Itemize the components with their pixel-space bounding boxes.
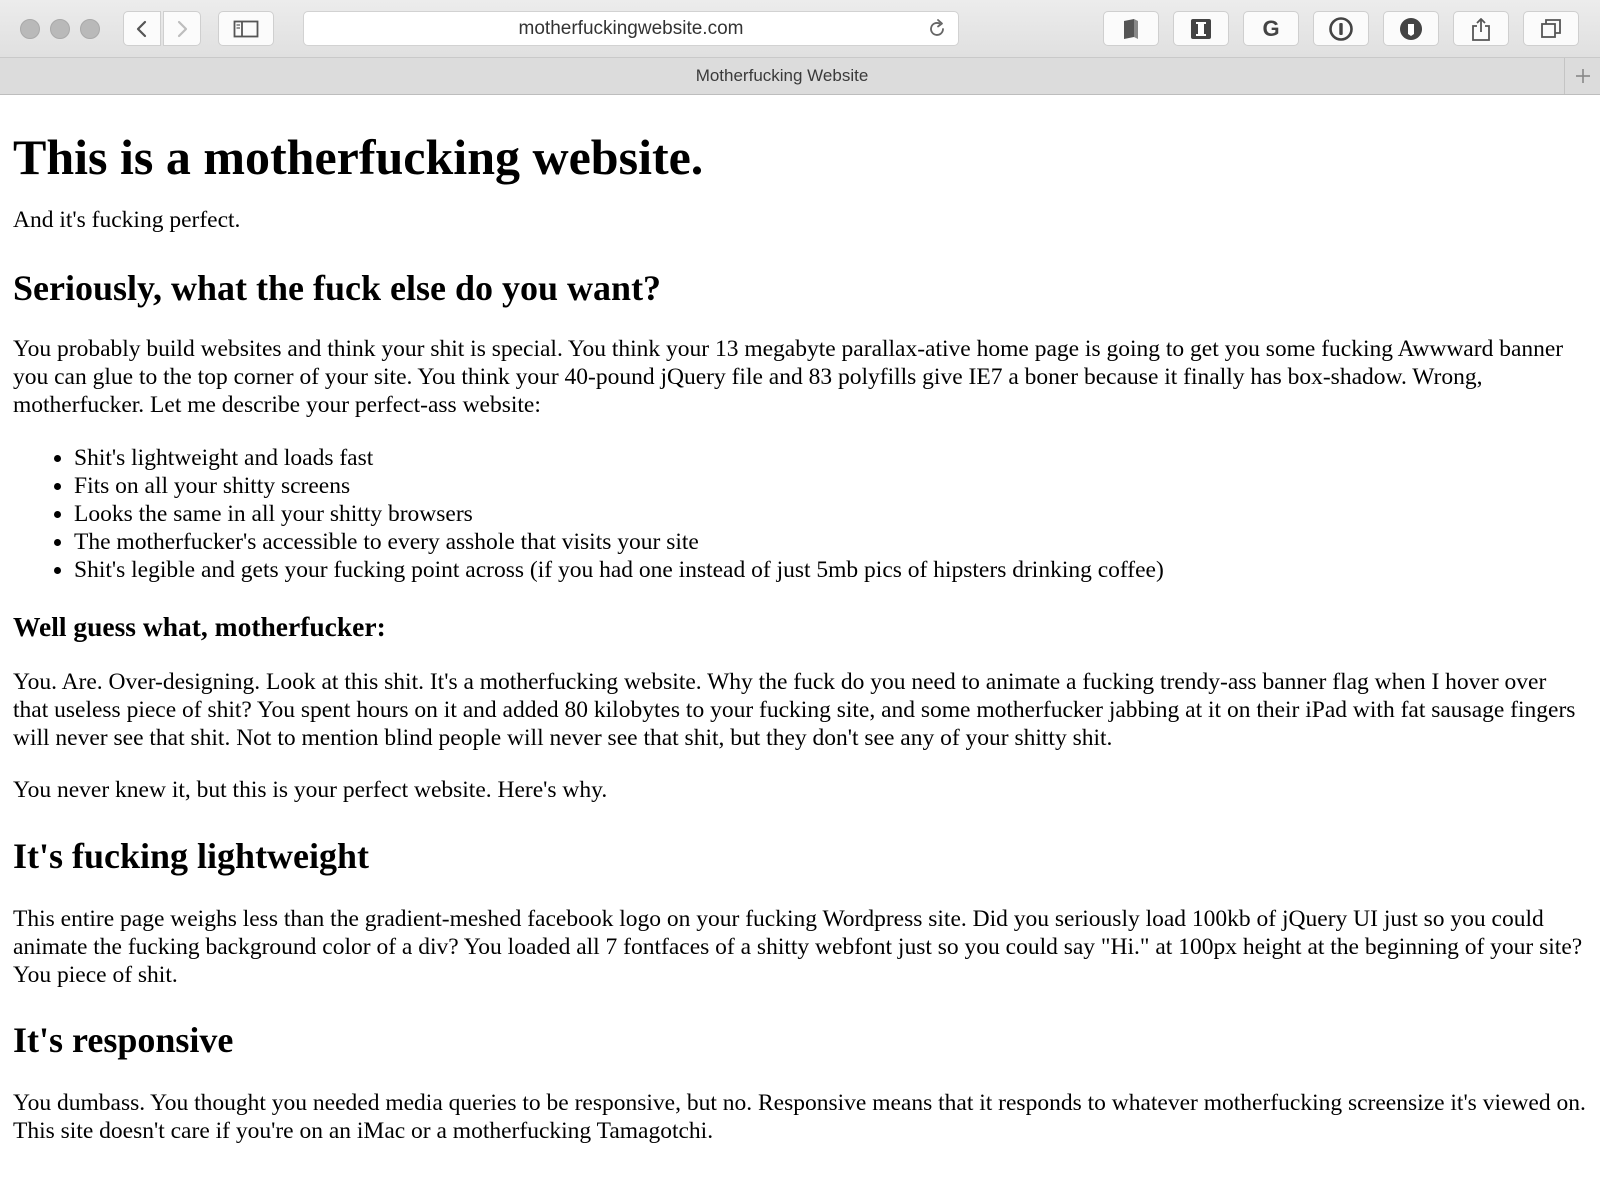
browser-toolbar <box>0 0 1600 58</box>
forward-button[interactable] <box>163 11 201 46</box>
section-heading-want: Seriously, what the fuck else do you want? <box>13 268 662 308</box>
features-list <box>13 444 1587 584</box>
chevron-left-icon <box>135 19 149 39</box>
list-item: • Shit's lightweight and loads fast <box>74 444 1587 472</box>
list-item: • Shit's legible and gets your fucking point across (if you had one instead of just 5mb pics of hipsters drinking coffee) <box>74 556 1587 584</box>
zoom-window-button[interactable] <box>80 19 100 39</box>
new-tab-button[interactable] <box>1564 58 1600 94</box>
sidebar-button[interactable] <box>218 11 274 46</box>
tab-bar <box>0 58 1600 95</box>
sidebar-icon <box>233 19 259 39</box>
page-subtitle: And it's fucking perfect. <box>13 207 241 233</box>
tabs-overview-button[interactable] <box>1523 11 1579 46</box>
list-item: • The motherfucker's accessible to every asshole that visits your site <box>74 528 1587 556</box>
book-icon <box>1120 17 1142 41</box>
section-heading-guess: Well guess what, motherfucker: <box>13 611 386 642</box>
page-title: This is a motherfucking website. <box>13 129 704 185</box>
perfect-website-paragraph: You never knew it, but this is your perfect website. Here's why. <box>13 777 608 803</box>
extension-button-5[interactable] <box>1383 11 1439 46</box>
chevron-right-icon <box>175 19 189 39</box>
minimize-window-button[interactable] <box>50 19 70 39</box>
list-item: • Fits on all your shitty screens <box>74 472 1587 500</box>
extension-button-4[interactable] <box>1313 11 1369 46</box>
plus-icon <box>1574 67 1592 85</box>
responsive-paragraph: You dumbass. You thought you needed media queries to be responsive, but no. Responsive means that it responds to whatever motherfucking screensize it's viewed on. This site doesn't care if you're on an iMac or a motherfucking Tamagotchi. <box>13 1090 1586 1144</box>
reload-icon[interactable] <box>926 18 948 40</box>
section-heading-responsive: It's responsive <box>13 1020 234 1060</box>
svg-text:G: G <box>1262 16 1280 41</box>
tab-title[interactable]: Motherfucking Website <box>695 66 869 85</box>
url-text: motherfuckingwebsite.com <box>518 18 744 39</box>
adblock-icon <box>1398 16 1424 42</box>
overdesign-paragraph: You. Are. Over-designing. Look at this shit. It's a motherfucking website. Why the fuck do you need to animate a fucking trendy-ass banner flag when I hover over that useless piece of shit? You spent hours on it and added 80 kilobytes to your fucking site, and some motherfucker jabbing at it on their iPad with fat sausage fingers will never see that shit. Not to mention blind people will never see that shit, but they don't see any of your shitty shit. <box>13 669 1576 751</box>
list-item: • Looks the same in all your shitty browsers <box>74 500 1587 528</box>
grammarly-icon <box>1259 17 1283 41</box>
lightweight-paragraph: This entire page weighs less than the gradient-meshed facebook logo on your fucking Wordpress site. Did you seriously load 100kb of jQuery UI just so you could animate the fucking background color of a div? You loaded all 7 fontfaces of a shitty webfont just so you could say "Hi." at 100px height at the beginning of your site? You piece of shit. <box>13 906 1583 988</box>
instapaper-icon <box>1189 17 1213 41</box>
tabs-icon <box>1539 17 1563 41</box>
back-button[interactable] <box>123 11 161 46</box>
address-bar[interactable] <box>303 11 959 46</box>
extension-button-1[interactable] <box>1103 11 1159 46</box>
extension-button-2[interactable] <box>1173 11 1229 46</box>
close-window-button[interactable] <box>20 19 40 39</box>
share-icon <box>1470 16 1492 42</box>
share-button[interactable] <box>1453 11 1509 46</box>
section-heading-lightweight: It's fucking lightweight <box>13 836 370 876</box>
password-manager-icon <box>1328 16 1354 42</box>
extension-button-3[interactable] <box>1243 11 1299 46</box>
intro-paragraph: You probably build websites and think your shit is special. You think your 13 megabyte parallax-ative home page is going to get you some fucking Awwward banner you can glue to the top corner of your site. You think your 40-pound jQuery file and 83 polyfills give IE7 a boner because it finally has box-shadow. Wrong, motherfucker. Let me describe your perfect-ass website: <box>13 336 1564 418</box>
page-content <box>0 95 1600 1200</box>
